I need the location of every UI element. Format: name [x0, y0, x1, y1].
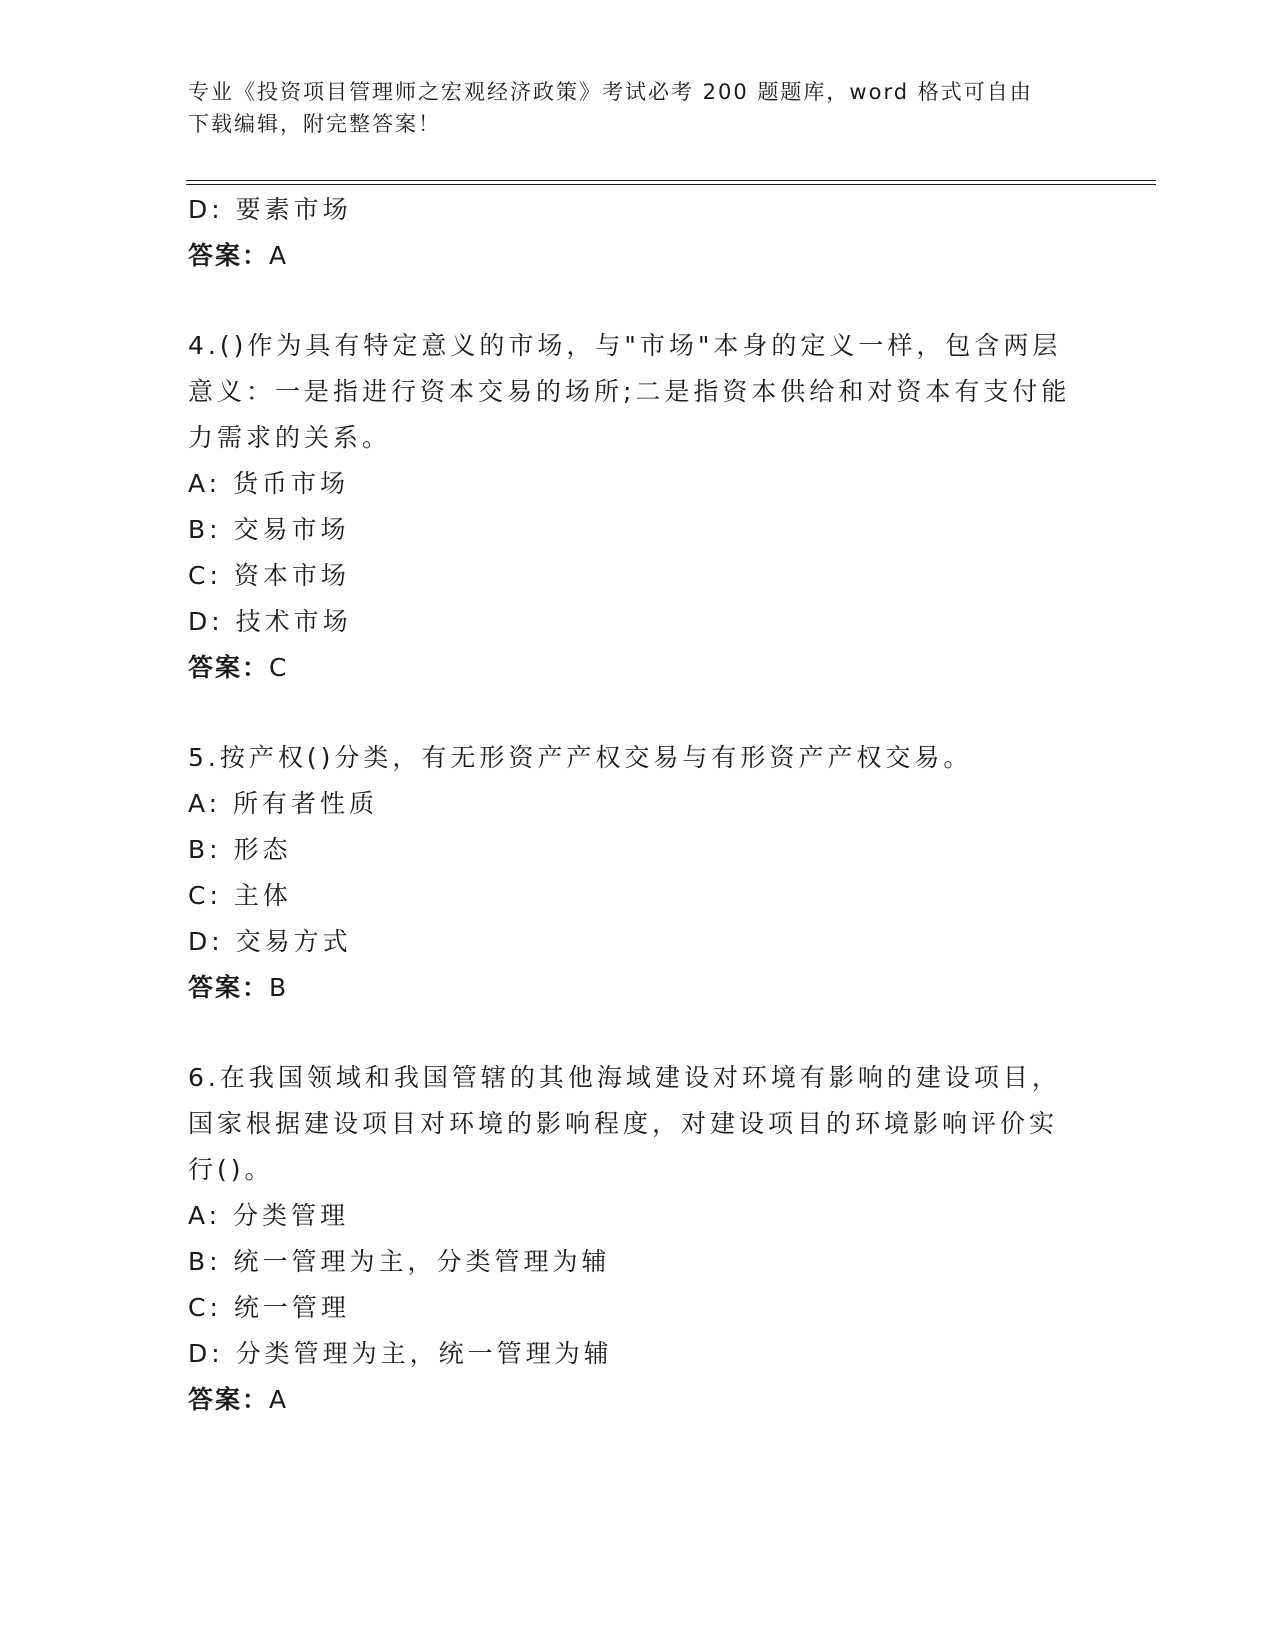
- option-a: A: 货币市场: [188, 469, 350, 498]
- option-c: C: 资本市场: [188, 561, 350, 590]
- question-item: [188, 1055, 1088, 1423]
- option-c: C: 统一管理: [188, 1293, 350, 1322]
- answer-label: 答案：: [188, 973, 270, 1002]
- header-line-2: 下载编辑，附完整答案！: [188, 112, 441, 136]
- answer-label: 答案：: [188, 241, 270, 270]
- header-divider-top: [186, 180, 1156, 181]
- question-list: [188, 187, 1088, 1423]
- answer-line: [188, 1377, 1088, 1423]
- option-b: B: 形态: [188, 835, 292, 864]
- header-line-1: 专业《投资项目管理师之宏观经济政策》考试必考 200 题题库，word 格式可自由: [188, 80, 1033, 104]
- question-item: [188, 323, 1088, 691]
- option-a: A: 所有者性质: [188, 789, 379, 818]
- option-d: D: 分类管理为主，统一管理为辅: [188, 1339, 613, 1368]
- answer-label: 答案：: [188, 1385, 270, 1414]
- answer-value: A: [269, 1385, 288, 1414]
- option-d: D: 交易方式: [188, 927, 352, 956]
- option-c: C: 主体: [188, 881, 292, 910]
- answer-line: [188, 233, 1088, 279]
- option-b: B: 交易市场: [188, 515, 350, 544]
- option-d: D: 要素市场: [188, 195, 352, 224]
- option-d: D: 技术市场: [188, 607, 352, 636]
- answer-value: A: [269, 241, 288, 270]
- question-stem-line: 行()。: [188, 1155, 274, 1184]
- answer-label: 答案：: [188, 653, 270, 682]
- header-divider-bottom: [186, 184, 1156, 185]
- option-a: A: 分类管理: [188, 1201, 350, 1230]
- question-stem-line: 5.按产权()分类，有无形资产产权交易与有形资产产权交易。: [188, 743, 973, 772]
- answer-value: C: [269, 653, 288, 682]
- question-stem-line: 意义：一是指进行资本交易的场所;二是指资本供给和对资本有支付能: [188, 377, 1071, 406]
- question-stem-line: 国家根据建设项目对环境的影响程度，对建设项目的环境影响评价实: [188, 1109, 1059, 1138]
- question-stem-line: 6.在我国领域和我国管辖的其他海域建设对环境有影响的建设项目，: [188, 1063, 1061, 1092]
- answer-line: [188, 645, 1088, 691]
- question-stem-line: 4.()作为具有特定意义的市场，与"市场"本身的定义一样，包含两层: [188, 331, 1062, 360]
- option-b: B: 统一管理为主，分类管理为辅: [188, 1247, 611, 1276]
- answer-value: B: [269, 973, 288, 1002]
- answer-line: [188, 965, 1088, 1011]
- question-item: [188, 735, 1088, 1011]
- question-stem-line: 力需求的关系。: [188, 423, 392, 452]
